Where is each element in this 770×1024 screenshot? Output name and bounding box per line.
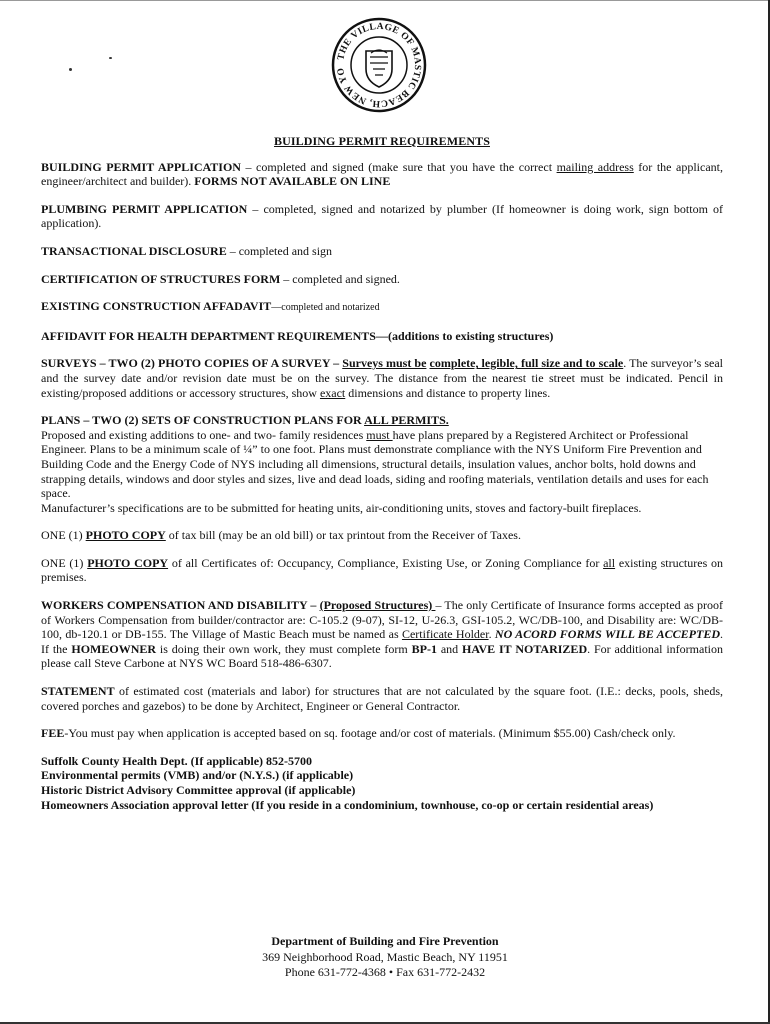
item-heading: AFFIDAVIT FOR HEALTH DEPARTMENT REQUIREMENTS—(additions to existing structures) — [41, 328, 554, 343]
list-item: Environmental permits (VMB) and/or (N.Y.S.) (if applicable) — [41, 768, 354, 783]
statement-item: STATEMENT of estimated cost (materials and labor) for structures that are not calculated by the square foot. (I.E.: decks, pools, sheds, covered porches and gazebos) to be done by Architect, Engineer or General Contractor. — [41, 684, 723, 713]
village-seal-logo — [331, 17, 427, 113]
department-phone-fax: Phone 631-772-4368 • Fax 631-772-2432 — [284, 965, 486, 979]
item-heading: WORKERS COMPENSATION AND DISABILITY – — [41, 598, 320, 613]
scan-speck — [69, 68, 72, 71]
page-title: BUILDING PERMIT REQUIREMENTS — [274, 134, 490, 148]
certification-of-structures-item: CERTIFICATION OF STRUCTURES FORM – completed and signed. — [41, 271, 400, 286]
list-item: Homeowners Association approval letter (If you reside in a condominium, townhouse, co-op or certain residential areas) — [41, 797, 654, 812]
plumbing-permit-application-item: PLUMBING PERMIT APPLICATION – completed, signed and notarized by plumber (If homeowner is doing work, sign bottom of application). — [41, 201, 723, 231]
existing-construction-affidavit-item: EXISTING CONSTRUCTION AFFADAVIT—completed and notarized — [41, 299, 380, 314]
item-heading: CERTIFICATION OF STRUCTURES FORM — [41, 271, 281, 286]
certificates-photo-copy-item: ONE (1) PHOTO COPY of all Certificates of: Occupancy, Compliance, Existing Use, or Zoning Compliance for all existing structures on premises. — [41, 555, 724, 585]
requirements-document — [41, 134, 723, 825]
item-heading: BUILDING PERMIT APPLICATION — [41, 159, 241, 174]
list-item: Historic District Advisory Committee approval (if applicable) — [41, 783, 356, 797]
item-heading: FEE — [41, 726, 65, 741]
item-heading: SURVEYS – TWO (2) PHOTO COPIES OF A SURVEY – — [41, 356, 343, 371]
department-address: 369 Neighborhood Road, Mastic Beach, NY 11951 — [262, 949, 508, 964]
transactional-disclosure-item: TRANSACTIONAL DISCLOSURE – completed and sign — [41, 243, 333, 258]
item-heading: PLUMBING PERMIT APPLICATION — [41, 201, 248, 216]
department-footer — [0, 934, 770, 981]
item-heading: PLANS – TWO (2) SETS OF CONSTRUCTION PLANS FOR — [41, 413, 365, 428]
department-name: Department of Building and Fire Prevention — [271, 934, 499, 948]
shield-icon — [366, 50, 392, 87]
item-heading: STATEMENT — [41, 684, 115, 699]
scan-speck — [109, 57, 112, 59]
list-item: Suffolk County Health Dept. (If applicable) 852-5700 — [41, 753, 313, 768]
seal-ring-text: THE VILLAGE OF MASTIC BEACH, NEW YO — [335, 21, 423, 109]
workers-compensation-item: WORKERS COMPENSATION AND DISABILITY – (Proposed Structures) – The only Certificate of Insurance forms accepted as proof of Workers Compensation from builder/contractor are: C-105.2 (9-07), SI-12, U-26.3, GSI-105.2, WC/DB-100, and Disability are: WC/DB-100, db-120.1 or DB-155. The Village of Mastic Beach must be named as Certificate Holder. NO ACORD FORMS WILL BE ACCEPTED. If the HOMEOWNER is doing their own work, they must complete form BP-1 and HAVE IT NOTARIZED. For additional information please call Steve Carbone at NYS WC Board 518-486-6307. — [41, 598, 724, 671]
item-heading: TRANSACTIONAL DISCLOSURE — [41, 243, 227, 258]
plans-item: PLANS – TWO (2) SETS OF CONSTRUCTION PLANS FOR ALL PERMITS. Proposed and existing additions to one- and two- family residences must have plans prepared by a Registered Architect or Professional Engineer. Plans to be a minimum scale of ¼” to one foot. Plans must demonstrate compliance with the NYS Uniform Fire Prevention and Building Code and the Energy Code of NYS including all dimensions, structural details, insulation values, anchor bolts, hold downs and strapping details, windows and door styles and sizes, live and dead loads, siding and roofing materials, ventilation details and uses for each space. Manufacturer’s specifications are to be submitted for heating units, air-conditioning units, stoves and factory-built fireplaces. — [41, 413, 709, 515]
building-permit-application-item: BUILDING PERMIT APPLICATION – completed and signed (make sure that you have the correct mailing address for the applicant, engineer/architect and builder). FORMS NOT AVAILABLE ON LINE — [41, 159, 723, 189]
item-heading: EXISTING CONSTRUCTION AFFADAVIT — [41, 299, 272, 314]
fee-item: FEE-You must pay when application is accepted based on sq. footage and/or cost of materials. (Minimum $55.00) Cash/check only. — [41, 726, 676, 741]
page-edge-top — [0, 0, 770, 1]
tax-bill-photo-copy-item: ONE (1) PHOTO COPY of tax bill (may be an old bill) or tax printout from the Receiver of Taxes. — [41, 528, 521, 543]
surveys-item: SURVEYS – TWO (2) PHOTO COPIES OF A SURVEY – Surveys must be complete, legible, full size and to scale. The surveyor’s seal and the survey date and/or revision date must be on the survey. The distance from the nearest tie street must be indicated. Pencil in existing/proposed additions or accessory structures, show exact dimensions and distance to property lines. — [41, 356, 723, 400]
health-department-affidavit-item — [41, 329, 723, 344]
approvals-list — [41, 754, 723, 812]
